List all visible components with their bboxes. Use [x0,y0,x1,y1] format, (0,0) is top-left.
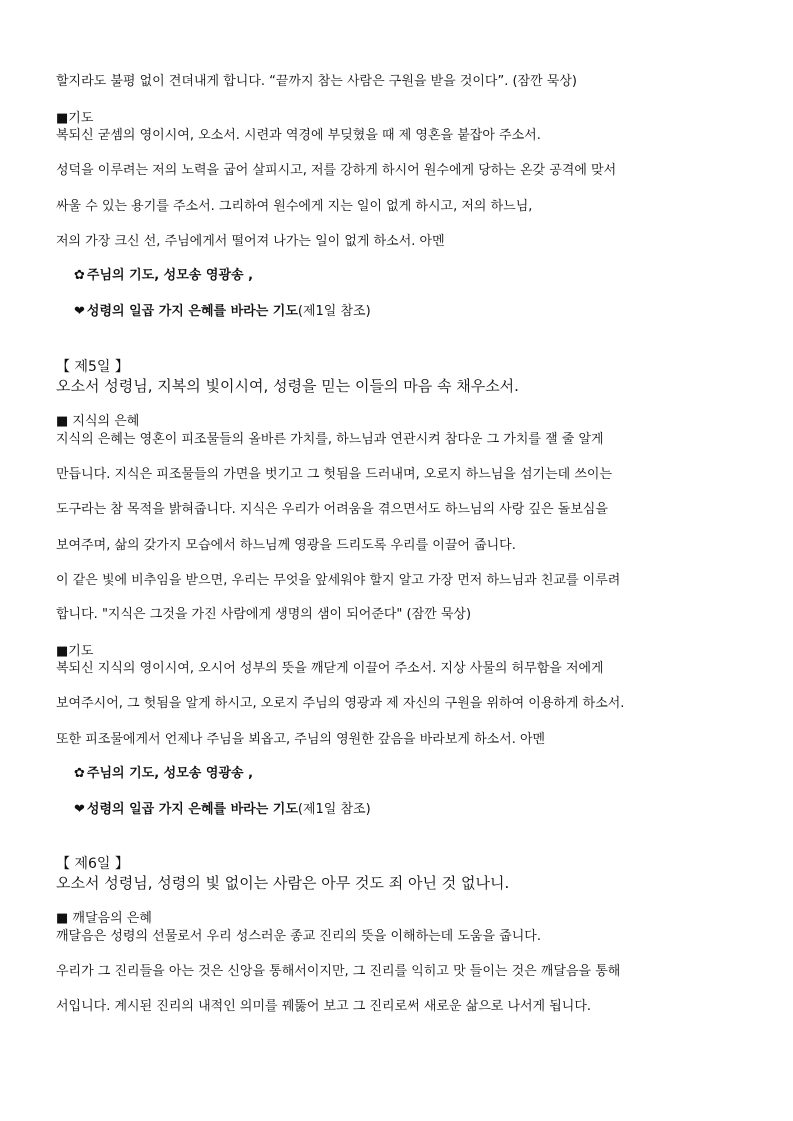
seven-gifts-label: 성령의 일곱 가지 은혜를 바라는 기도 [86,802,298,817]
paragraph-line: 보여주며, 삶의 갖가지 모습에서 하느님께 영광을 드리도록 우리를 이끌어 줍니다. [56,538,516,553]
paragraph-line: 보여주시어, 그 헛됨을 알게 하시고, 오로지 주님의 영광과 제 자신의 구원을 위하여 이용하게 하소서. [56,696,625,711]
section-label-prayer: ■기도 [56,111,94,126]
paragraph-line: 만듭니다. 지식은 피조물들의 가면을 벗기고 그 헛됨을 드러내며, 오로지 하느님을 섬기는데 쓰이는 [56,467,613,482]
prayer-line-seven-gifts [74,801,371,819]
paragraph-line: 이 같은 빛에 비추임을 받으면, 우리는 무엇을 앞세워야 할지 알고 가장 먼저 하느님과 친교를 이루려 [56,573,621,588]
lords-prayer-label: 주님의 기도, 성모송 영광송 , [86,268,254,283]
paragraph-line: 우리가 그 진리들을 아는 것은 신앙을 통해서이지만, 그 진리를 익히고 맛 들이는 것은 깨달음을 통해 [56,964,621,979]
seven-gifts-reference: (제1일 참조) [297,304,371,319]
section-label-gift: ■ 지식의 은혜 [56,414,140,429]
prayer-line-seven-gifts [74,303,371,321]
section-label-prayer: ■기도 [56,644,94,659]
flower-icon: ✿ [74,766,85,781]
paragraph-line: 깨달음은 성령의 선물로서 우리 성스러운 종교 진리의 뜻을 이해하는데 도움을 줍니다. [56,929,541,944]
paragraph-line: 서입니다. 계시된 진리의 내적인 의미를 꿰뚫어 보고 그 진리로써 새로운 삶으로 나서게 됩니다. [56,999,592,1014]
paragraph-line: 복되신 굳셈의 영이시여, 오소서. 시련과 역경에 부딪혔을 때 제 영혼을 붙잡아 주소서. [56,128,541,143]
paragraph-line: 복되신 지식의 영이시여, 오시어 성부의 뜻을 깨닫게 이끌어 주소서. 지상 사물의 허무함을 저에게 [56,661,604,676]
seven-gifts-label: 성령의 일곱 가지 은혜를 바라는 기도 [86,304,298,319]
paragraph-line: 저의 가장 크신 선, 주님에게서 떨어져 나가는 일이 없게 하소서. 아멘 [56,234,445,249]
invocation-line: 오소서 성령님, 지복의 빛이시여, 성령을 믿는 이들의 마음 속 채우소서. [56,377,519,395]
paragraph-line: 지식의 은혜는 영혼이 피조물들의 올바른 가치를, 하느님과 연관시켜 참다운 그 가치를 잴 줄 알게 [56,432,604,447]
section-label-gift: ■ 깨달음의 은혜 [56,911,152,926]
paragraph-line: 도구라는 참 목적을 밝혀줍니다. 지식은 우리가 어려움을 겪으면서도 하느님의 사랑 깊은 돌보심을 [56,502,608,517]
seven-gifts-reference: (제1일 참조) [297,802,371,817]
prayer-line-lords-prayer [74,267,253,285]
lords-prayer-label: 주님의 기도, 성모송 영광송 , [86,766,254,781]
paragraph-line: 또한 피조물에게서 언제나 주님을 뵈옵고, 주님의 영원한 갚음을 바라보게 하소서. 아멘 [56,732,546,747]
day-heading: 【 제6일 】 [56,856,129,872]
paragraph-line: 성덕을 이루려는 저의 노력을 굽어 살피시고, 저를 강하게 하시어 원수에게 당하는 온갖 공격에 맞서 [56,163,617,178]
paragraph-line: 할지라도 불평 없이 견뎌내게 합니다. “끝까지 참는 사람은 구원을 받을 것이다”. (잠깐 묵상) [56,74,577,89]
heart-icon: ❤ [74,802,85,817]
paragraph-line: 싸울 수 있는 용기를 주소서. 그리하여 원수에게 지는 일이 없게 하시고, 저의 하느님, [56,199,533,214]
day-heading: 【 제5일 】 [56,359,129,375]
invocation-line: 오소서 성령님, 성령의 빛 없이는 사람은 아무 것도 죄 아닌 것 없나니. [56,874,510,892]
paragraph-line: 합니다. "지식은 그것을 가진 사람에게 생명의 샘이 되어준다" (잠깐 묵상) [56,607,472,622]
prayer-line-lords-prayer [74,765,253,783]
flower-icon: ✿ [74,268,85,283]
heart-icon: ❤ [74,304,85,319]
